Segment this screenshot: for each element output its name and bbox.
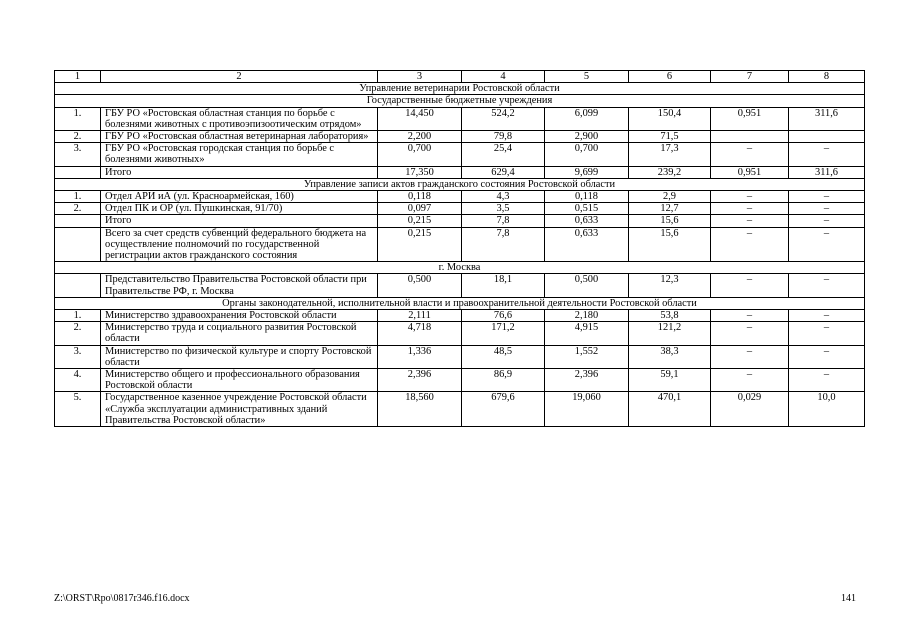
value-cell: – [711, 215, 789, 227]
value-cell: – [711, 143, 789, 166]
value-cell: 10,0 [789, 392, 865, 427]
section-header-row [55, 83, 865, 95]
row-number-cell: 3. [55, 345, 101, 368]
row-number-cell [55, 274, 101, 297]
value-cell: 19,060 [545, 392, 629, 427]
section-header-row [55, 262, 865, 274]
value-cell: – [789, 322, 865, 345]
value-cell: 171,2 [462, 322, 545, 345]
value-cell: 0,215 [378, 215, 462, 227]
value-cell: – [711, 310, 789, 322]
value-cell: – [711, 369, 789, 392]
table-row [55, 322, 865, 345]
header-cell: 1 [55, 71, 101, 83]
value-cell: 2,111 [378, 310, 462, 322]
value-cell: 6,099 [545, 107, 629, 130]
row-number-cell: 1. [55, 310, 101, 322]
value-cell: 150,4 [629, 107, 711, 130]
value-cell: 86,9 [462, 369, 545, 392]
table-row [55, 203, 865, 215]
row-number-cell: 2. [55, 203, 101, 215]
value-cell: 0,951 [711, 166, 789, 178]
section-title: Управление записи актов гражданского состояния Ростовской области [55, 178, 865, 190]
value-cell: 17,3 [629, 143, 711, 166]
row-number-cell: 3. [55, 143, 101, 166]
value-cell: 59,1 [629, 369, 711, 392]
institution-name-cell: Итого [101, 166, 378, 178]
footer-file-path: Z:\ORST\Rpo\0817r346.f16.docx [54, 593, 190, 604]
value-cell: – [711, 203, 789, 215]
value-cell: 0,215 [378, 227, 462, 262]
value-cell: – [789, 143, 865, 166]
value-cell: 15,6 [629, 215, 711, 227]
value-cell: – [789, 345, 865, 368]
header-cell: 8 [789, 71, 865, 83]
header-row [55, 71, 865, 83]
value-cell: 71,5 [629, 131, 711, 143]
institution-name-cell: Отдел ПК и ОР (ул. Пушкинская, 91/70) [101, 203, 378, 215]
value-cell: 2,180 [545, 310, 629, 322]
row-number-cell: 5. [55, 392, 101, 427]
section-header-row [55, 297, 865, 309]
row-number-cell: 1. [55, 191, 101, 203]
table-row [55, 166, 865, 178]
header-cell: 6 [629, 71, 711, 83]
table-row [55, 392, 865, 427]
data-table [54, 70, 865, 427]
table-row [55, 215, 865, 227]
table-row [55, 369, 865, 392]
institution-name-cell: Отдел АРИ иА (ул. Красноармейская, 160) [101, 191, 378, 203]
table-row [55, 191, 865, 203]
value-cell: – [711, 191, 789, 203]
value-cell: 0,097 [378, 203, 462, 215]
value-cell: 0,515 [545, 203, 629, 215]
value-cell: 18,1 [462, 274, 545, 297]
value-cell: 4,915 [545, 322, 629, 345]
value-cell: 4,3 [462, 191, 545, 203]
value-cell: 17,350 [378, 166, 462, 178]
value-cell: 7,8 [462, 227, 545, 262]
value-cell: – [789, 191, 865, 203]
section-title: Органы законодательной, исполнительной власти и правоохранительной деятельности Ростовской области [55, 297, 865, 309]
value-cell: – [711, 227, 789, 262]
value-cell: 18,560 [378, 392, 462, 427]
row-number-cell: 1. [55, 107, 101, 130]
institution-name-cell: ГБУ РО «Ростовская областная станция по борьбе с болезнями животных с противоэпизоотическим отрядом» [101, 107, 378, 130]
value-cell: – [711, 274, 789, 297]
value-cell: 0,633 [545, 215, 629, 227]
value-cell: 12,7 [629, 203, 711, 215]
value-cell: 2,900 [545, 131, 629, 143]
value-cell: 0,700 [545, 143, 629, 166]
value-cell: – [789, 227, 865, 262]
value-cell: 0,118 [378, 191, 462, 203]
value-cell: 25,4 [462, 143, 545, 166]
value-cell: 38,3 [629, 345, 711, 368]
value-cell: – [711, 345, 789, 368]
value-cell: 1,552 [545, 345, 629, 368]
value-cell: 0,500 [545, 274, 629, 297]
table-body [55, 71, 865, 427]
value-cell: 3,5 [462, 203, 545, 215]
value-cell: 679,6 [462, 392, 545, 427]
table-row [55, 227, 865, 262]
institution-name-cell: Представительство Правительства Ростовской области при Правительстве РФ, г. Москва [101, 274, 378, 297]
institution-name-cell: ГБУ РО «Ростовская областная ветеринарная лаборатория» [101, 131, 378, 143]
value-cell: 524,2 [462, 107, 545, 130]
value-cell: 2,200 [378, 131, 462, 143]
header-cell: 7 [711, 71, 789, 83]
row-number-cell: 2. [55, 131, 101, 143]
institution-name-cell: ГБУ РО «Ростовская городская станция по борьбе с болезнями животных» [101, 143, 378, 166]
institution-name-cell: Всего за счет средств субвенций федерального бюджета на осуществление полномочий по государственной регистрации актов гражданского состояния [101, 227, 378, 262]
value-cell: – [789, 274, 865, 297]
table-row [55, 310, 865, 322]
header-cell: 5 [545, 71, 629, 83]
header-cell: 3 [378, 71, 462, 83]
value-cell: 7,8 [462, 215, 545, 227]
section-header-row [55, 178, 865, 190]
value-cell: 79,8 [462, 131, 545, 143]
value-cell: – [789, 203, 865, 215]
header-cell: 2 [101, 71, 378, 83]
value-cell: – [789, 369, 865, 392]
value-cell: 76,6 [462, 310, 545, 322]
value-cell: – [789, 215, 865, 227]
institution-name-cell: Министерство здравоохранения Ростовской области [101, 310, 378, 322]
table-row [55, 345, 865, 368]
value-cell: 0,633 [545, 227, 629, 262]
table-row [55, 131, 865, 143]
row-number-cell [55, 166, 101, 178]
value-cell [711, 131, 789, 143]
row-number-cell: 2. [55, 322, 101, 345]
table-row [55, 143, 865, 166]
value-cell: 121,2 [629, 322, 711, 345]
value-cell: 0,700 [378, 143, 462, 166]
value-cell [789, 131, 865, 143]
table-row [55, 107, 865, 130]
value-cell: 0,951 [711, 107, 789, 130]
value-cell: – [711, 322, 789, 345]
section-header-row [55, 95, 865, 107]
section-title: г. Москва [55, 262, 865, 274]
value-cell: 14,450 [378, 107, 462, 130]
value-cell: 470,1 [629, 392, 711, 427]
row-number-cell [55, 227, 101, 262]
value-cell: 9,699 [545, 166, 629, 178]
value-cell: 311,6 [789, 166, 865, 178]
value-cell: 15,6 [629, 227, 711, 262]
value-cell: 2,396 [378, 369, 462, 392]
row-number-cell: 4. [55, 369, 101, 392]
institution-name-cell: Министерство по физической культуре и спорту Ростовской области [101, 345, 378, 368]
value-cell: 2,9 [629, 191, 711, 203]
table-row [55, 274, 865, 297]
institution-name-cell: Министерство общего и профессионального образования Ростовской области [101, 369, 378, 392]
value-cell: 4,718 [378, 322, 462, 345]
value-cell: 0,029 [711, 392, 789, 427]
value-cell: 239,2 [629, 166, 711, 178]
header-cell: 4 [462, 71, 545, 83]
value-cell: 0,118 [545, 191, 629, 203]
institution-name-cell: Министерство труда и социального развития Ростовской области [101, 322, 378, 345]
value-cell: 629,4 [462, 166, 545, 178]
institution-name-cell: Государственное казенное учреждение Ростовской области «Служба эксплуатации административных зданий Правительства Ростовской области» [101, 392, 378, 427]
value-cell: 12,3 [629, 274, 711, 297]
value-cell: – [789, 310, 865, 322]
value-cell: 2,396 [545, 369, 629, 392]
value-cell: 0,500 [378, 274, 462, 297]
value-cell: 1,336 [378, 345, 462, 368]
section-title: Управление ветеринарии Ростовской области [55, 83, 865, 95]
footer-page-number: 141 [841, 593, 856, 604]
row-number-cell [55, 215, 101, 227]
value-cell: 311,6 [789, 107, 865, 130]
value-cell: 53,8 [629, 310, 711, 322]
section-title: Государственные бюджетные учреждения [55, 95, 865, 107]
institution-name-cell: Итого [101, 215, 378, 227]
value-cell: 48,5 [462, 345, 545, 368]
